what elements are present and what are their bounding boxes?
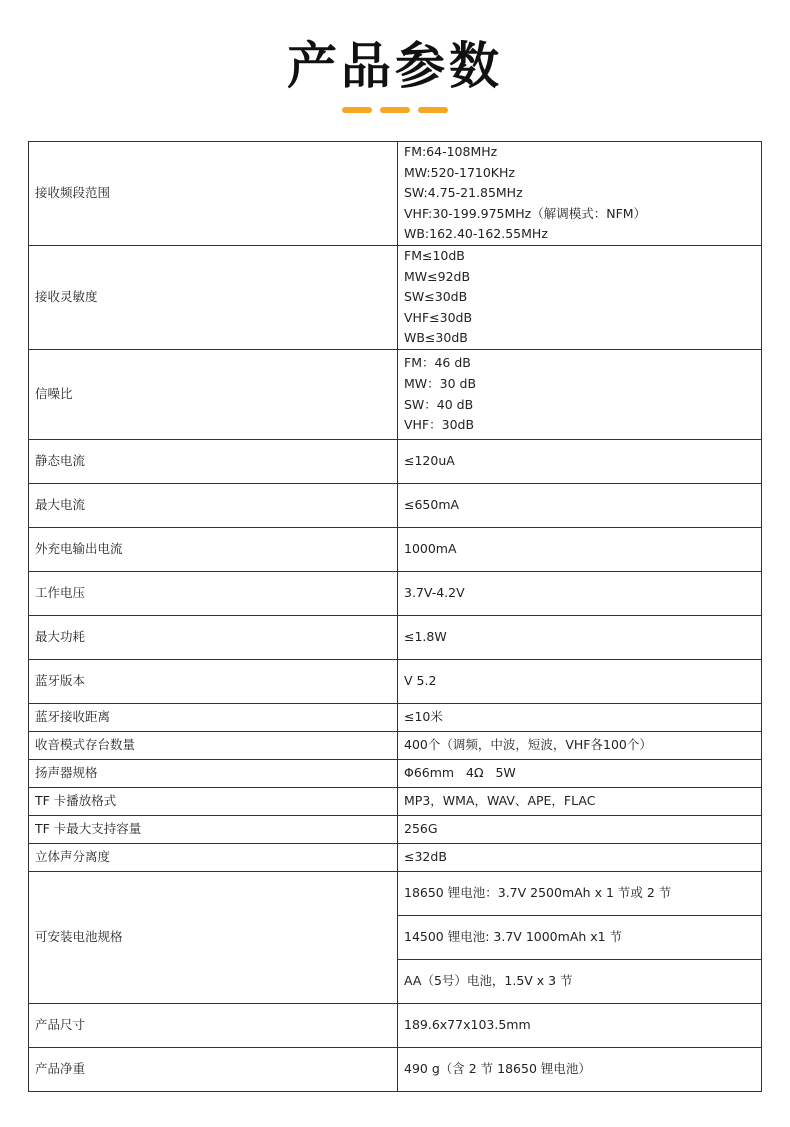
spec-value-line: VHF:30-199.975MHz（解调模式：NFM）: [404, 205, 647, 221]
spec-value-line: WB≤30dB: [404, 330, 468, 346]
spec-label: 蓝牙接收距离: [29, 704, 398, 732]
spec-value: ≤1.8W: [398, 616, 762, 660]
spec-value-line: VHF≤30dB: [404, 309, 473, 325]
spec-value-line: FM≤10dB: [404, 248, 465, 264]
spec-label: TF 卡最大支持容量: [29, 816, 398, 844]
table-row: [29, 660, 762, 704]
spec-value: 490 g（含 2 节 18650 锂电池）: [398, 1048, 762, 1092]
divider-dash: [342, 107, 372, 113]
spec-value: ≤32dB: [398, 844, 762, 872]
spec-value: [398, 142, 762, 246]
spec-label: 蓝牙版本: [29, 660, 398, 704]
table-row: [29, 1004, 762, 1048]
spec-value-line: FM:64-108MHz: [404, 144, 498, 160]
title-divider: [0, 107, 790, 115]
spec-value: ≤650mA: [398, 484, 762, 528]
spec-label: 静态电流: [29, 440, 398, 484]
spec-value: 14500 锂电池: 3.7V 1000mAh x1 节: [398, 916, 762, 960]
spec-value: 256G: [398, 816, 762, 844]
spec-value: V 5.2: [398, 660, 762, 704]
spec-value: ≤120uA: [398, 440, 762, 484]
spec-value: 189.6x77x103.5mm: [398, 1004, 762, 1048]
spec-label: TF 卡播放格式: [29, 788, 398, 816]
spec-value-line: SW:4.75-21.85MHz: [404, 185, 523, 201]
table-row: [29, 816, 762, 844]
spec-label: 可安装电池规格: [29, 872, 398, 1004]
spec-value: 3.7V-4.2V: [398, 572, 762, 616]
spec-value-line: MW≤92dB: [404, 268, 471, 284]
spec-value-line: MW:520-1710KHz: [404, 164, 515, 180]
spec-label: 产品尺寸: [29, 1004, 398, 1048]
spec-label: 工作电压: [29, 572, 398, 616]
spec-label: 接收灵敏度: [29, 246, 398, 350]
spec-label: 最大功耗: [29, 616, 398, 660]
table-row: [29, 872, 762, 916]
page-title: 产品参数: [287, 37, 503, 95]
spec-value-line: SW：40 dB: [404, 396, 474, 412]
table-row: [29, 1048, 762, 1092]
divider-dash: [418, 107, 448, 113]
spec-value-line: VHF：30dB: [404, 417, 475, 433]
spec-value: Φ66mm 4Ω 5W: [398, 760, 762, 788]
spec-label: 立体声分离度: [29, 844, 398, 872]
spec-value: 1000mA: [398, 528, 762, 572]
spec-value-line: MW：30 dB: [404, 375, 477, 391]
spec-value: 400个（调频，中波，短波，VHF各100个）: [398, 732, 762, 760]
spec-label: 外充电输出电流: [29, 528, 398, 572]
spec-label: 信噪比: [29, 350, 398, 440]
table-row: [29, 142, 762, 246]
spec-value: 18650 锂电池：3.7V 2500mAh x 1 节或 2 节: [398, 872, 762, 916]
spec-label: 扬声器规格: [29, 760, 398, 788]
table-row: [29, 760, 762, 788]
spec-table: [28, 141, 762, 1092]
divider-dash: [380, 107, 410, 113]
table-row: [29, 572, 762, 616]
table-row: [29, 350, 762, 440]
table-row: [29, 732, 762, 760]
spec-value: MP3，WMA，WAV、APE，FLAC: [398, 788, 762, 816]
table-row: [29, 844, 762, 872]
table-row: [29, 616, 762, 660]
table-row: [29, 788, 762, 816]
spec-value: ≤10米: [398, 704, 762, 732]
spec-label: 最大电流: [29, 484, 398, 528]
table-row: [29, 528, 762, 572]
table-row: [29, 440, 762, 484]
spec-value: [398, 246, 762, 350]
spec-value: [398, 350, 762, 440]
spec-value-line: SW≤30dB: [404, 289, 468, 305]
table-row: [29, 704, 762, 732]
spec-value: AA（5号）电池，1.5V x 3 节: [398, 960, 762, 1004]
spec-label: 收音模式存台数量: [29, 732, 398, 760]
spec-label: 产品净重: [29, 1048, 398, 1092]
spec-value-line: FM：46 dB: [404, 355, 471, 371]
table-row: [29, 246, 762, 350]
table-row: [29, 484, 762, 528]
spec-value-line: WB:162.40-162.55MHz: [404, 226, 548, 242]
spec-label: 接收频段范围: [29, 142, 398, 246]
